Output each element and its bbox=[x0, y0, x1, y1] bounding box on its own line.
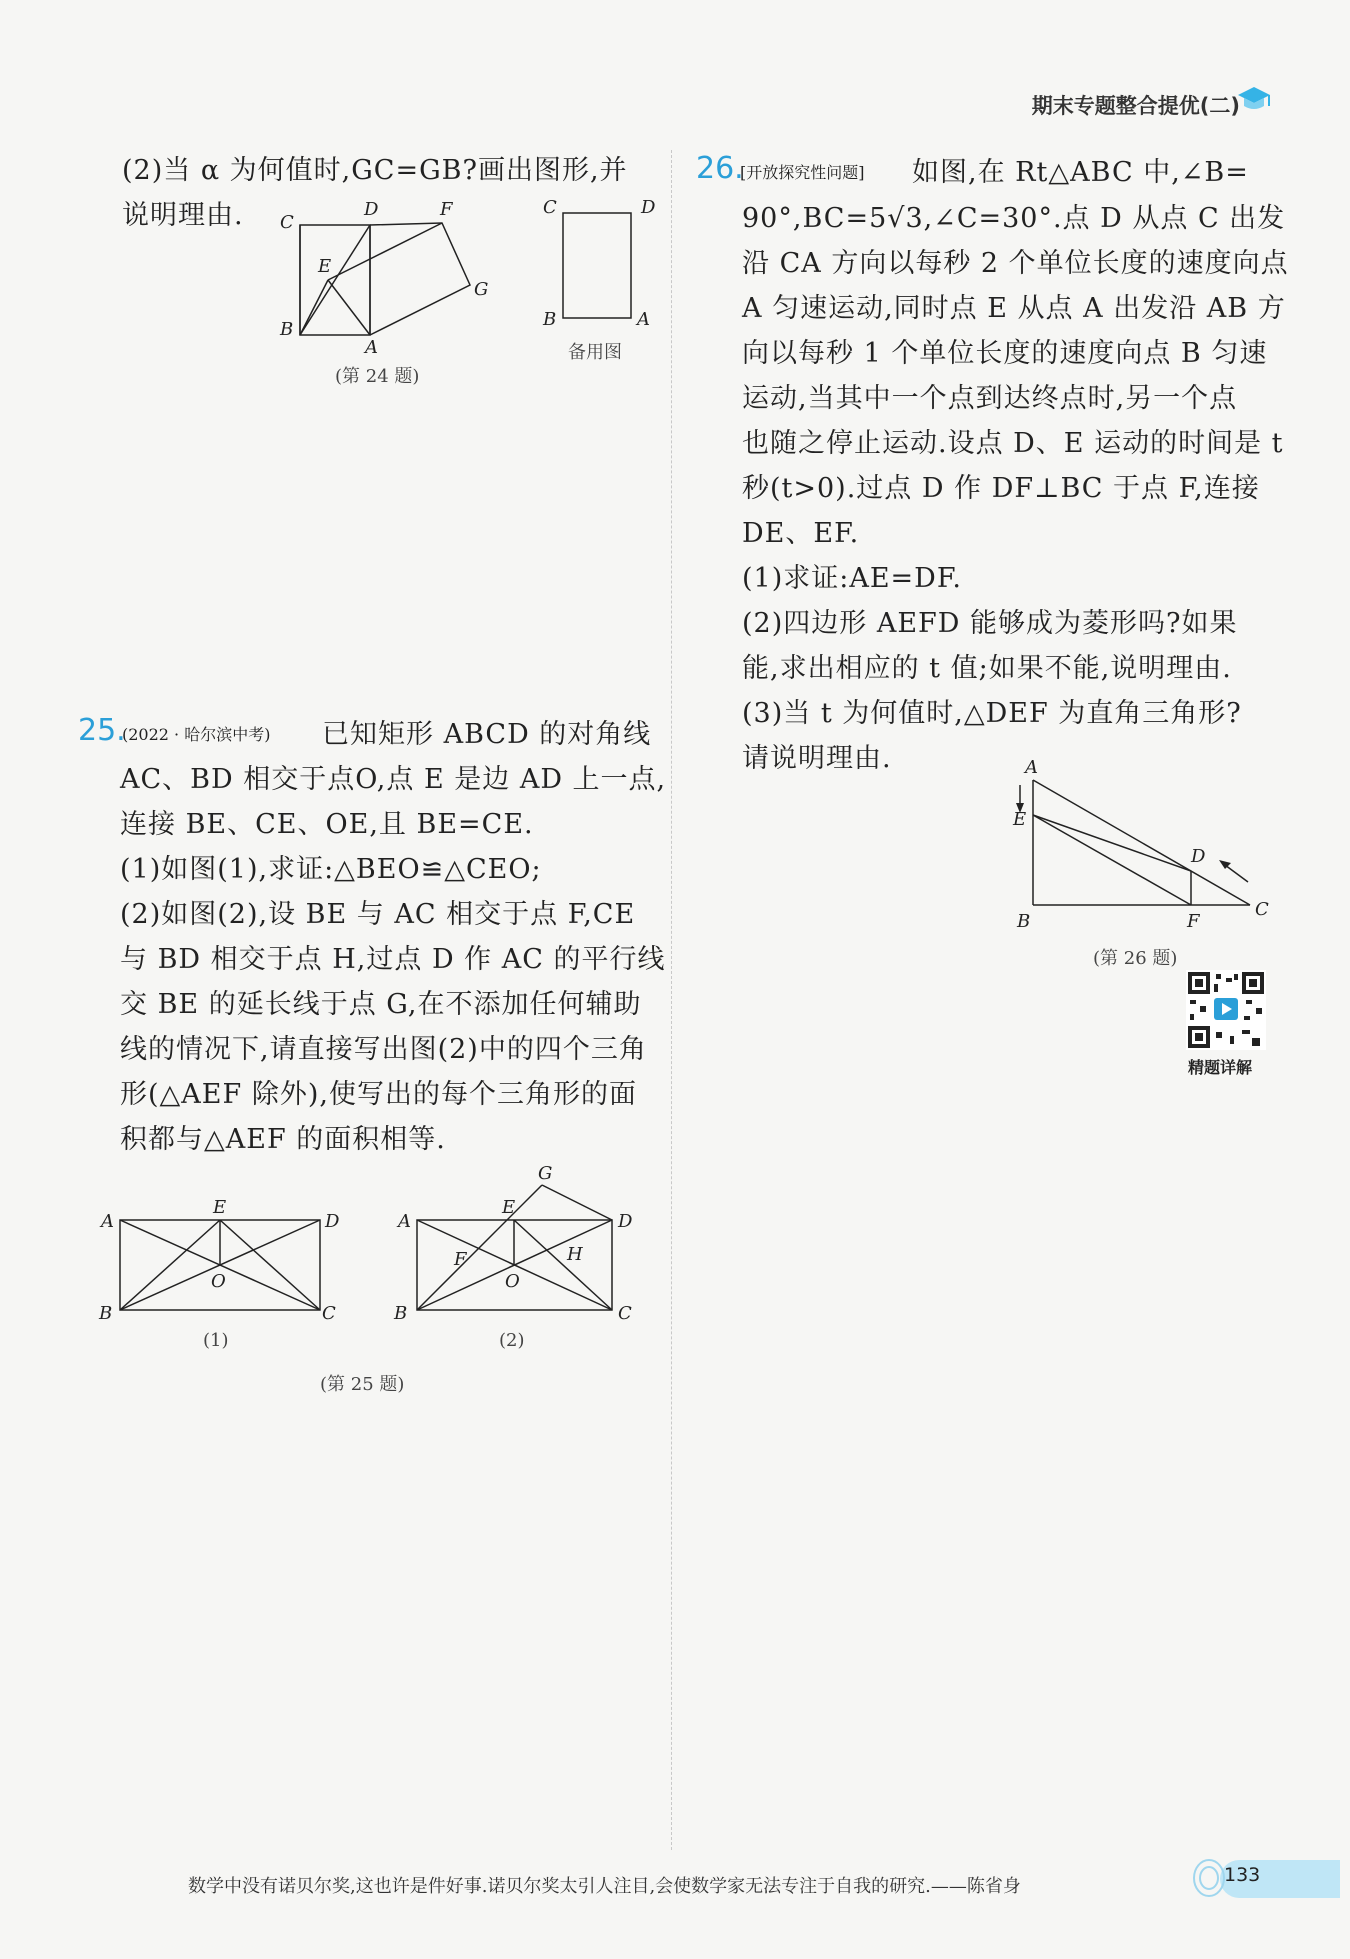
q25-f1-label-C: C bbox=[322, 1303, 336, 1324]
q25-caption: (第 25 题) bbox=[320, 1374, 405, 1395]
q24-spare-caption: 备用图 bbox=[568, 342, 622, 363]
q25-line-3: 连接 BE、CE、OE,且 BE=CE. bbox=[120, 809, 534, 840]
q25-line-5: (2)如图(2),设 BE 与 AC 相交于点 F,CE bbox=[120, 899, 636, 930]
q26-line-11: (2)四边形 AEFD 能够成为菱形吗?如果 bbox=[742, 608, 1238, 639]
q25-fig1-caption: (1) bbox=[203, 1330, 229, 1351]
q25-figure-2 bbox=[392, 1165, 657, 1325]
q25-f2-label-H: H bbox=[567, 1244, 583, 1265]
q26-line-1: 如图,在 Rt△ABC 中,∠B= bbox=[912, 157, 1249, 188]
q26-line-13: (3)当 t 为何值时,△DEF 为直角三角形? bbox=[742, 698, 1242, 729]
q25-f2-label-D: D bbox=[618, 1211, 633, 1232]
q26-label-F: F bbox=[1187, 911, 1200, 932]
q26-caption: (第 26 题) bbox=[1093, 948, 1178, 969]
q26-number: 26. bbox=[696, 151, 744, 186]
q26-line-2: 90°,BC=5√3,∠C=30°.点 D 从点 C 出发 bbox=[742, 203, 1286, 234]
q26-label-E: E bbox=[1013, 809, 1027, 830]
q25-f2-label-E: E bbox=[502, 1197, 516, 1218]
q26-line-5: 向以每秒 1 个单位长度的速度向点 B 匀速 bbox=[742, 338, 1268, 369]
q24-label-B: B bbox=[280, 319, 294, 340]
q25-line-6: 与 BD 相交于点 H,过点 D 作 AC 的平行线 bbox=[120, 944, 666, 975]
q24-figure bbox=[270, 195, 500, 355]
q24-line-1: (2)当 α 为何值时,GC=GB?画出图形,并 bbox=[122, 155, 628, 186]
q25-line-1: 已知矩形 ABCD 的对角线 bbox=[322, 719, 652, 750]
q24-spare-label-A: A bbox=[637, 309, 650, 330]
q26-type-tag: [开放探究性问题] bbox=[740, 163, 865, 182]
q24-spare-label-B: B bbox=[543, 309, 557, 330]
q25-line-9: 形(△AEF 除外),使写出的每个三角形的面 bbox=[120, 1079, 637, 1110]
q26-line-4: A 匀速运动,同时点 E 从点 A 出发沿 AB 方 bbox=[742, 293, 1286, 324]
q25-f2-label-F: F bbox=[454, 1249, 467, 1270]
q26-line-6: 运动,当其中一个点到达终点时,另一个点 bbox=[742, 383, 1238, 414]
q25-f2-label-B: B bbox=[394, 1303, 408, 1324]
q25-figure-1 bbox=[95, 1195, 355, 1325]
section-title: 期末专题整合提优(二) bbox=[1031, 94, 1240, 118]
q24-caption: (第 24 题) bbox=[335, 366, 420, 387]
q26-line-14: 请说明理由. bbox=[742, 743, 892, 774]
q24-line-2: 说明理由. bbox=[122, 200, 244, 231]
q26-line-12: 能,求出相应的 t 值;如果不能,说明理由. bbox=[742, 653, 1232, 684]
q25-f2-label-A: A bbox=[398, 1211, 411, 1232]
column-divider bbox=[671, 150, 672, 1850]
q24-spare-label-C: C bbox=[543, 197, 557, 218]
q25-f1-label-D: D bbox=[325, 1211, 340, 1232]
q25-f1-label-O: O bbox=[211, 1271, 226, 1292]
q26-line-3: 沿 CA 方向以每秒 2 个单位长度的速度向点 bbox=[742, 248, 1289, 279]
q26-line-7: 也随之停止运动.设点 D、E 运动的时间是 t bbox=[742, 428, 1284, 459]
q25-line-10: 积都与△AEF 的面积相等. bbox=[120, 1124, 446, 1155]
q25-f1-label-E: E bbox=[213, 1197, 227, 1218]
qr-label: 精题详解 bbox=[1188, 1058, 1253, 1077]
q25-f2-label-C: C bbox=[618, 1303, 632, 1324]
graduation-cap-icon bbox=[1236, 84, 1272, 114]
footer-quote: 数学中没有诺贝尔奖,这也许是件好事.诺贝尔奖太引人注目,会使数学家无法专注于自我的研究.——陈省身 bbox=[188, 1876, 1021, 1897]
q25-line-2: AC、BD 相交于点O,点 E 是边 AD 上一点, bbox=[120, 764, 667, 795]
q25-number: 25. bbox=[78, 713, 126, 748]
q25-line-8: 线的情况下,请直接写出图(2)中的四个三角 bbox=[120, 1034, 647, 1065]
q26-label-B: B bbox=[1017, 911, 1031, 932]
q24-spare-label-D: D bbox=[641, 197, 656, 218]
q25-source-tag: (2022 · 哈尔滨中考) bbox=[122, 725, 271, 744]
q24-label-C: C bbox=[280, 212, 294, 233]
q24-label-G: G bbox=[474, 279, 489, 300]
q26-figure bbox=[1005, 755, 1280, 940]
q26-label-A: A bbox=[1025, 757, 1038, 778]
q25-f1-label-A: A bbox=[101, 1211, 114, 1232]
q24-label-D: D bbox=[364, 199, 379, 220]
q25-line-7: 交 BE 的延长线于点 G,在不添加任何辅助 bbox=[120, 989, 642, 1020]
q24-label-E: E bbox=[318, 256, 332, 277]
q26-line-8: 秒(t>0).过点 D 作 DF⊥BC 于点 F,连接 bbox=[742, 473, 1260, 504]
q25-fig2-caption: (2) bbox=[499, 1330, 525, 1351]
q26-line-9: DE、EF. bbox=[742, 518, 860, 549]
q24-label-A: A bbox=[365, 337, 378, 355]
q25-line-4: (1)如图(1),求证:△BEO≌△CEO; bbox=[120, 854, 542, 885]
q24-spare-figure bbox=[535, 195, 665, 340]
qr-code-icon[interactable] bbox=[1186, 970, 1266, 1050]
q25-f2-label-G: G bbox=[538, 1165, 553, 1184]
q26-line-10: (1)求证:AE=DF. bbox=[742, 563, 962, 594]
q25-f1-label-B: B bbox=[99, 1303, 113, 1324]
q26-label-D: D bbox=[1191, 846, 1206, 867]
q24-label-F: F bbox=[440, 199, 453, 220]
q26-label-C: C bbox=[1255, 899, 1269, 920]
page-swirl-icon bbox=[1190, 1856, 1228, 1900]
page-number: 133 bbox=[1224, 1864, 1261, 1886]
q25-f2-label-O: O bbox=[505, 1271, 520, 1292]
